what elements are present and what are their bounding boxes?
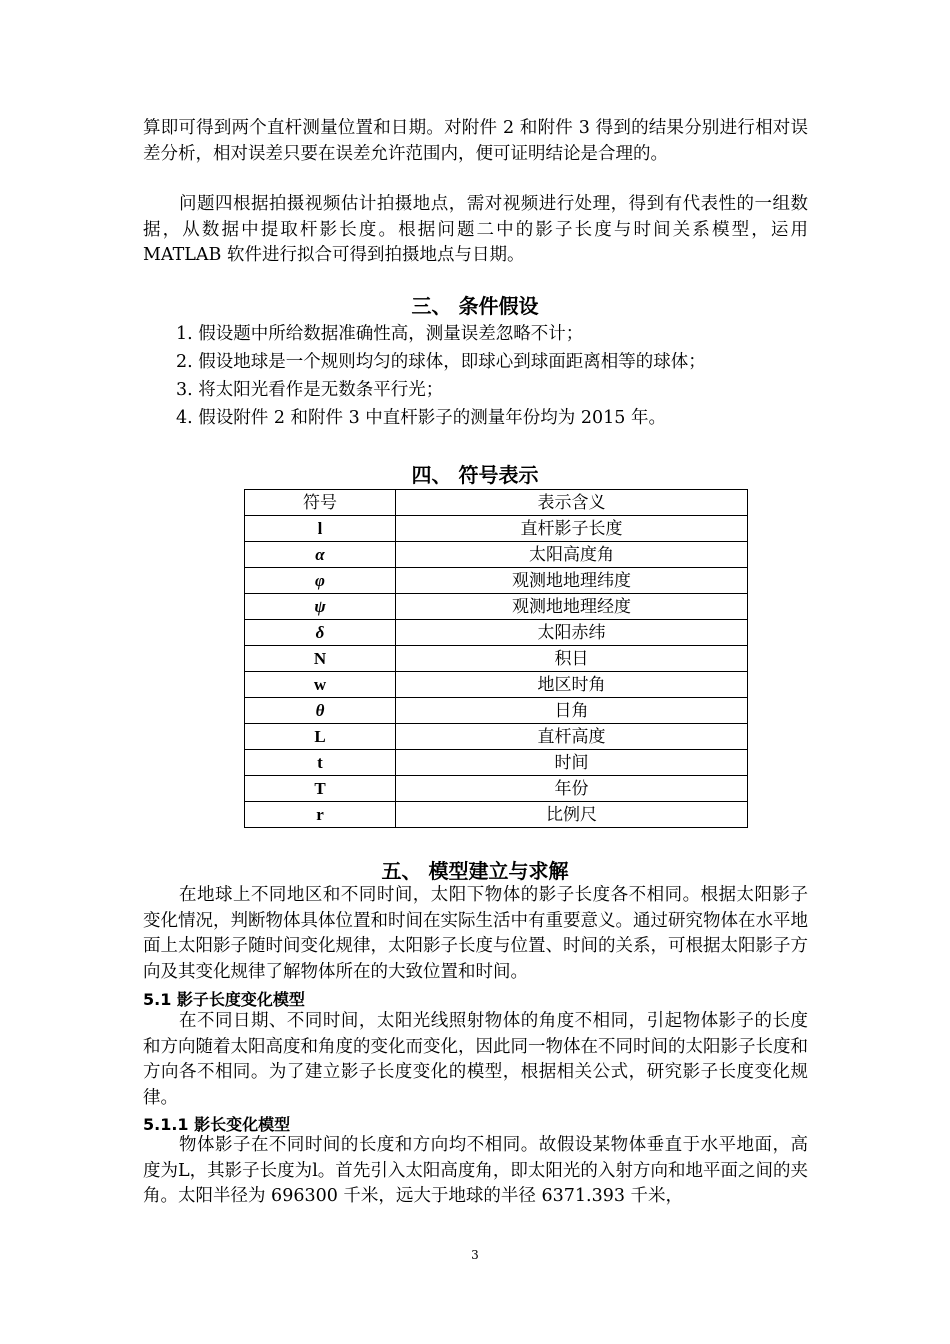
symbol-cell: L bbox=[245, 724, 396, 750]
meaning-cell: 地区时角 bbox=[396, 672, 748, 698]
page-number: 3 bbox=[471, 1248, 479, 1262]
table-row bbox=[245, 620, 748, 646]
header-meaning: 表示含义 bbox=[396, 490, 748, 516]
symbol-cell: r bbox=[245, 802, 396, 828]
meaning-cell: 直杆影子长度 bbox=[396, 516, 748, 542]
assumption-item: 4. 假设附件 2 和附件 3 中直杆影子的测量年份均为 2015 年。 bbox=[176, 408, 666, 428]
table-row bbox=[245, 516, 748, 542]
meaning-cell: 太阳赤纬 bbox=[396, 620, 748, 646]
paragraph-problem-four: 问题四根据拍摄视频估计拍摄地点，需对视频进行处理，得到有代表性的一组数据，从数据中提取杆影长度。根据问题二中的影子长度与时间关系模型，运用 MATLAB 软件进行拟合可得到拍摄地点与日期。 bbox=[143, 194, 808, 265]
assumption-item: 2. 假设地球是一个规则均匀的球体，即球心到球面距离相等的球体； bbox=[176, 352, 706, 372]
section-title-symbols: 四、 符号表示 bbox=[411, 463, 539, 487]
symbol-cell: ψ bbox=[245, 594, 396, 620]
section-title-assumptions: 三、 条件假设 bbox=[411, 294, 539, 318]
subsection-title-5-1-1: 5.1.1 影长变化模型 bbox=[143, 1115, 291, 1134]
meaning-cell: 观测地地理纬度 bbox=[396, 568, 748, 594]
table-row bbox=[245, 802, 748, 828]
table-row bbox=[245, 724, 748, 750]
symbol-cell: t bbox=[245, 750, 396, 776]
section-title-model: 五、 模型建立与求解 bbox=[381, 859, 569, 883]
symbol-cell: φ bbox=[245, 568, 396, 594]
symbol-table bbox=[244, 489, 748, 828]
symbol-cell: θ bbox=[245, 698, 396, 724]
assumption-item: 1. 假设题中所给数据准确性高，测量误差忽略不计； bbox=[176, 324, 584, 344]
paragraph-5-1: 在不同日期、不同时间，太阳光线照射物体的角度不相同，引起物体影子的长度和方向随着太阳高度和角度的变化而变化，因此同一物体在不同时间的太阳影子长度和方向各不相同。为了建立影子长度变化的模型，根据相关公式，研究影子长度变化规律。 bbox=[143, 1011, 808, 1108]
symbol-cell: l bbox=[245, 516, 396, 542]
meaning-cell: 日角 bbox=[396, 698, 748, 724]
meaning-cell: 比例尺 bbox=[396, 802, 748, 828]
meaning-cell: 太阳高度角 bbox=[396, 542, 748, 568]
subsection-title-5-1: 5.1 影子长度变化模型 bbox=[143, 990, 305, 1009]
table-row bbox=[245, 646, 748, 672]
assumption-item: 3. 将太阳光看作是无数条平行光； bbox=[176, 380, 444, 400]
symbol-cell: α bbox=[245, 542, 396, 568]
table-row bbox=[245, 672, 748, 698]
meaning-cell: 年份 bbox=[396, 776, 748, 802]
paragraph-continuation: 算即可得到两个直杆测量位置和日期。对附件 2 和附件 3 得到的结果分别进行相对误差分析，相对误差只要在误差允许范围内，便可证明结论是合理的。 bbox=[143, 118, 808, 164]
table-row bbox=[245, 698, 748, 724]
meaning-cell: 积日 bbox=[396, 646, 748, 672]
meaning-cell: 直杆高度 bbox=[396, 724, 748, 750]
table-header-row bbox=[245, 490, 748, 516]
header-symbol: 符号 bbox=[245, 490, 396, 516]
table-row bbox=[245, 776, 748, 802]
symbol-cell: w bbox=[245, 672, 396, 698]
table-row bbox=[245, 594, 748, 620]
symbol-cell: T bbox=[245, 776, 396, 802]
meaning-cell: 观测地地理经度 bbox=[396, 594, 748, 620]
meaning-cell: 时间 bbox=[396, 750, 748, 776]
paragraph-model-intro: 在地球上不同地区和不同时间，太阳下物体的影子长度各不相同。根据太阳影子变化情况，判断物体具体位置和时间在实际生活中有重要意义。通过研究物体在水平地面上太阳影子随时间变化规律，太阳影子长度与位置、时间的关系，可根据太阳影子方向及其变化规律了解物体所在的大致位置和时间。 bbox=[143, 885, 808, 982]
paragraph-5-1-1: 物体影子在不同时间的长度和方向均不相同。故假设某物体垂直于水平地面，高度为L，其影子长度为l。首先引入太阳高度角，即太阳光的入射方向和地平面之间的夹角。太阳半径为 696300 千米，远大于地球的半径 6371.393 千米， bbox=[143, 1135, 808, 1206]
symbol-cell: δ bbox=[245, 620, 396, 646]
table-row bbox=[245, 750, 748, 776]
table-row bbox=[245, 542, 748, 568]
symbol-cell: N bbox=[245, 646, 396, 672]
table-row bbox=[245, 568, 748, 594]
assumption-list bbox=[176, 320, 816, 432]
